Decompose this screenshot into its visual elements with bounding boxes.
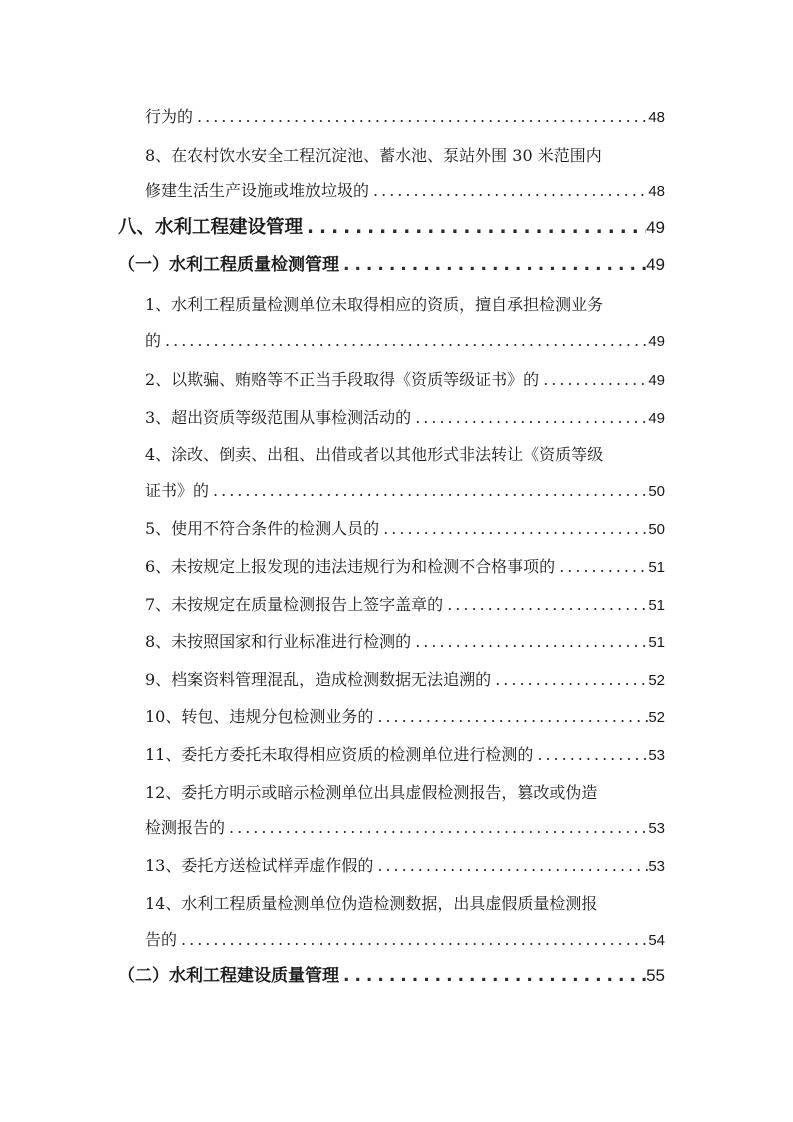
- dot-leader: [369, 176, 648, 206]
- dot-leader: [373, 702, 648, 732]
- dot-leader: [373, 851, 648, 881]
- toc-entry-text: 9、档案资料管理混乱，造成检测数据无法追溯的: [145, 670, 492, 689]
- toc-entry-page: 48: [648, 183, 665, 200]
- toc-chapter-heading[interactable]: [118, 213, 665, 243]
- toc-entry-text: 告的: [145, 930, 178, 949]
- toc-entry-text: 证书》的: [145, 481, 210, 500]
- toc-entry-text: 10、转包、违规分包检测业务的: [145, 707, 374, 726]
- toc-entry-text: （一）水利工程质量检测管理: [118, 255, 339, 275]
- dot-leader: [555, 552, 648, 582]
- toc-entry[interactable]: [145, 403, 665, 433]
- toc-section-heading[interactable]: [118, 250, 665, 280]
- toc-entry[interactable]: [145, 176, 665, 206]
- toc-entry-text: 14、水利工程质量检测单位伪造检测数据，出具虚假质量检测报: [145, 894, 598, 913]
- toc-entry-page: 49: [648, 372, 665, 389]
- dot-leader: [193, 102, 648, 132]
- toc-entry-page: 50: [648, 521, 665, 538]
- toc-entry[interactable]: [145, 102, 665, 132]
- toc-entry-text: 1、水利工程质量检测单位未取得相应的资质，擅自承担检测业务: [145, 295, 604, 314]
- toc-entry-text: 8、在农村饮水安全工程沉淀池、蓄水池、泵站外围 30 米范围内: [145, 146, 602, 165]
- toc-entry-page: 52: [648, 672, 665, 689]
- dot-leader: [339, 250, 646, 280]
- toc-entry-text: 2、以欺骗、贿赂等不正当手段取得《资质等级证书》的: [145, 370, 540, 389]
- toc-entry[interactable]: [145, 326, 665, 356]
- toc-entry-page: 54: [648, 932, 665, 949]
- dot-leader: [533, 740, 648, 770]
- toc-entry-page: 53: [648, 858, 665, 875]
- toc-entry-text: 修建生活生产设施或堆放垃圾的: [145, 181, 370, 200]
- toc-entry-page: 49: [648, 333, 665, 350]
- toc-entry-text: 检测报告的: [145, 818, 226, 837]
- dot-leader: [303, 213, 646, 243]
- toc-entry-text: （二）水利工程建设质量管理: [118, 966, 339, 986]
- toc-entry-page: 49: [648, 410, 665, 427]
- toc-entry-text: 5、使用不符合条件的检测人员的: [145, 519, 380, 538]
- toc-entry-text: 13、委托方送检试样弄虚作假的: [145, 856, 374, 875]
- dot-leader: [209, 476, 648, 506]
- toc-entry[interactable]: [145, 925, 665, 955]
- toc-entry-page: 55: [646, 966, 665, 985]
- toc-entry[interactable]: [145, 365, 665, 395]
- dot-leader: [177, 925, 648, 955]
- toc-entry[interactable]: [145, 514, 665, 544]
- toc-entry-text: 4、涂改、倒卖、出租、出借或者以其他形式非法转让《资质等级: [145, 445, 604, 464]
- toc-entry-text: 八、水利工程建设管理: [118, 217, 304, 238]
- toc-entry-text: 12、委托方明示或暗示检测单位出具虚假检测报告，篡改或伪造: [145, 783, 598, 802]
- toc-entry-text: 8、未按照国家和行业标准进行检测的: [145, 632, 412, 651]
- toc-entry-text: 行为的: [145, 107, 194, 126]
- toc-entry-text: 的: [145, 331, 162, 350]
- toc-entry-page: 53: [648, 747, 665, 764]
- toc-entry-text: 6、未按规定上报发现的违法违规行为和检测不合格事项的: [145, 557, 556, 576]
- toc-entry[interactable]: [145, 440, 665, 470]
- toc-entry-text: 3、超出资质等级范围从事检测活动的: [145, 408, 412, 427]
- dot-leader: [379, 514, 648, 544]
- toc-entry-page: 48: [648, 109, 665, 126]
- toc-entry-page: 52: [648, 709, 665, 726]
- dot-leader: [339, 961, 646, 991]
- toc-entry[interactable]: [145, 627, 665, 657]
- toc-entry[interactable]: [145, 476, 665, 506]
- dot-leader: [443, 590, 648, 620]
- dot-leader: [411, 627, 648, 657]
- toc-entry[interactable]: [145, 813, 665, 843]
- toc-entry-page: 51: [648, 634, 665, 651]
- toc-entry[interactable]: [145, 740, 665, 770]
- toc-entry[interactable]: [145, 702, 665, 732]
- toc-entry-page: 51: [648, 597, 665, 614]
- toc-entry[interactable]: [145, 665, 665, 695]
- toc-entry-text: 7、未按规定在质量检测报告上签字盖章的: [145, 595, 444, 614]
- toc-entry-page: 51: [648, 559, 665, 576]
- dot-leader: [225, 813, 648, 843]
- dot-leader: [539, 365, 648, 395]
- toc-entry[interactable]: [145, 889, 665, 919]
- dot-leader: [161, 326, 648, 356]
- toc-section-heading[interactable]: [118, 961, 665, 991]
- toc-entry-page: 49: [646, 218, 665, 237]
- toc-entry-page: 49: [646, 255, 665, 274]
- toc-entry[interactable]: [145, 778, 665, 808]
- dot-leader: [411, 403, 648, 433]
- toc-entry[interactable]: [145, 552, 665, 582]
- toc-entry[interactable]: [145, 851, 665, 881]
- toc-entry-text: 11、委托方委托未取得相应资质的检测单位进行检测的: [145, 745, 534, 764]
- toc-entry-page: 50: [648, 483, 665, 500]
- dot-leader: [491, 665, 648, 695]
- toc-entry[interactable]: [145, 590, 665, 620]
- toc-entry-page: 53: [648, 820, 665, 837]
- toc-entry[interactable]: [145, 290, 665, 320]
- toc-entry[interactable]: [145, 141, 665, 171]
